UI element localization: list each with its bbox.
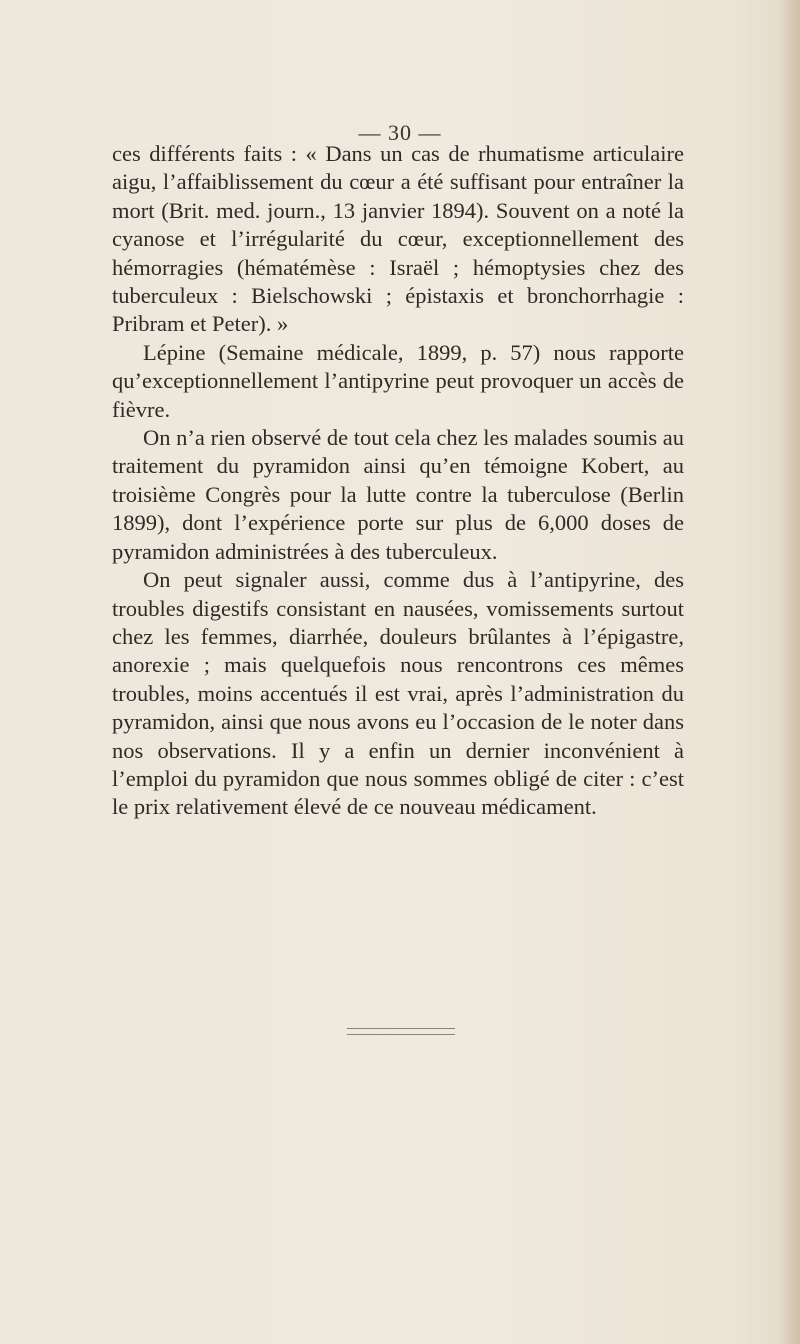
page-edge-shadow: [778, 0, 800, 1344]
page-number: — 30 —: [358, 120, 442, 145]
section-divider-rule: [347, 1028, 455, 1035]
body-text: [112, 140, 684, 822]
paragraph-2: Lépine (Semaine médicale, 1899, p. 57) nous rapporte qu’exceptionnellement l’antipyrine peut provoquer un accès de fièvre.: [112, 339, 684, 422]
paragraph-4: On peut signaler aussi, comme dus à l’antipyrine, des troubles digestifs consistant en nausées, vomissements surtout chez les femmes, diarrhée, douleurs brûlantes à l’épigastre, anorexie ; mais quelquefois nous rencontrons ces mêmes troubles, moins accentués il est vrai, après l’administration du pyramidon, ainsi que nous avons eu l’occasion de le noter dans nos observations. Il y a enfin un dernier inconvénient à l’emploi du pyramidon que nous sommes obligé de citer : c’est le prix relativement élevé de ce nouveau médicament.: [112, 567, 684, 820]
paragraph-3: On n’a rien observé de tout cela chez les malades soumis au traitement du pyramidon ainsi qu’en témoigne Kobert, au troisième Congrès pour la lutte contre la tuberculose (Berlin 1899), dont l’expérience porte sur plus de 6,000 doses de pyramidon administrées à des tuberculeux.: [112, 425, 684, 564]
paragraph-1: ces différents faits : « Dans un cas de rhumatisme articulaire aigu, l’affaiblissement du cœur a été suffisant pour entraîner la mort (Brit. med. journ., 13 janvier 1894). Souvent on a noté la cyanose et l’irrégularité du cœur, exceptionnellement des hémorragies (hématémèse : Israël ; hémoptysies chez des tuberculeux : Bielschowski ; épistaxis et bronchorrhagie : Pribram et Peter). »: [112, 141, 684, 337]
